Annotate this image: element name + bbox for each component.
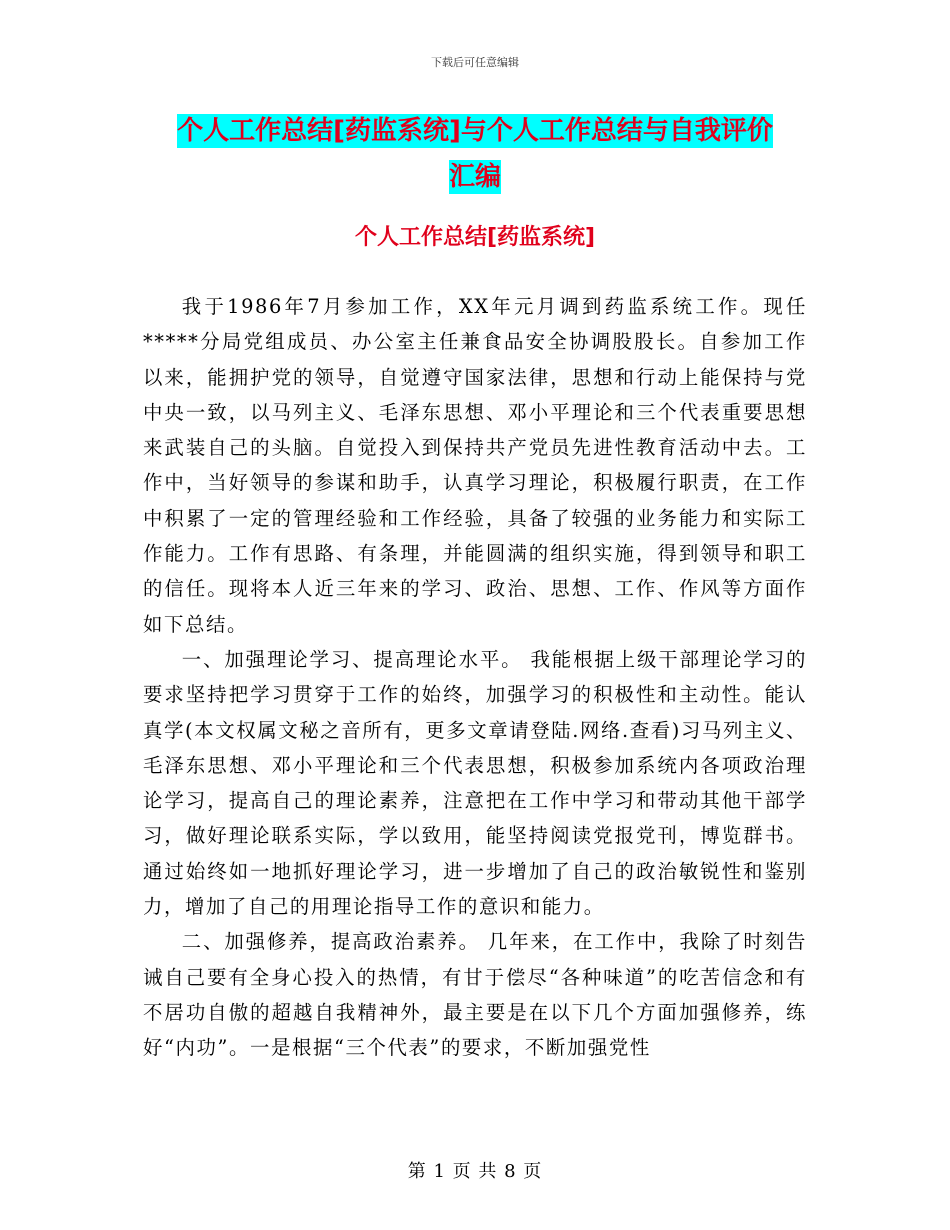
page-header-note: 下载后可任意编辑 <box>431 56 519 69</box>
title-line-1: 个人工作总结[药监系统]与个人工作总结与自我评价 <box>177 116 773 146</box>
paragraph-intro: 我于1986年7月参加工作，XX年元月调到药监系统工作。现任*****分局党组成员、办公室主任兼食品安全协调股股长。自参加工作以来，能拥护党的领导，自觉遵守国家法律，思想和行动上能保持与党中央一致，以马列主义、毛泽东思想、邓小平理论和三个代表重要思想来武装自己的头脑。自觉投入到保持共产党员先进性教育活动中去。工作中，当好领导的参谋和助手，认真学习理论，积极履行职责，在工作中积累了一定的管理经验和工作经验，具备了较强的业务能力和实际工作能力。工作有思路、有条理，并能圆满的组织实施，得到领导和职工的信任。现将本人近三年来的学习、政治、思想、工作、作风等方面作如下总结。 <box>143 295 807 636</box>
document-title <box>0 108 950 200</box>
body-text <box>143 289 807 1066</box>
paragraph-political-cultivation: 二、加强修养，提高政治素养。 几年来，在工作中，我除了时刻告诫自己要有全身心投入的热情，有甘于偿尽“各种味道”的吃苦信念和有不居功自傲的超越自我精神外，最主要是在以下几个方面加强修养，练好“内功”。一是根据“三个代表”的要求，不断加强党性 <box>143 930 807 1060</box>
paragraph-theory-study: 一、加强理论学习、提高理论水平。 我能根据上级干部理论学习的要求坚持把学习贯穿于工作的始终，加强学习的积极性和主动性。能认真学(本文权属文秘之音所有，更多文章请登陆.网络.查看)习马列主义、毛泽东思想、邓小平理论和三个代表思想，积极参加系统内各项政治理论学习，提高自己的理论素养，注意把在工作中学习和带动其他干部学习，做好理论联系实际，学以致用，能坚持阅读党报党刊，博览群书。通过始终如一地抓好理论学习，进一步增加了自己的政治敏锐性和鉴别力，增加了自己的用理论指导工作的意识和能力。 <box>143 647 807 919</box>
title-line-2: 汇编 <box>448 162 501 192</box>
section-title: 个人工作总结[药监系统] <box>354 225 596 250</box>
page-number: 第 1 页 共 8 页 <box>407 1161 543 1182</box>
